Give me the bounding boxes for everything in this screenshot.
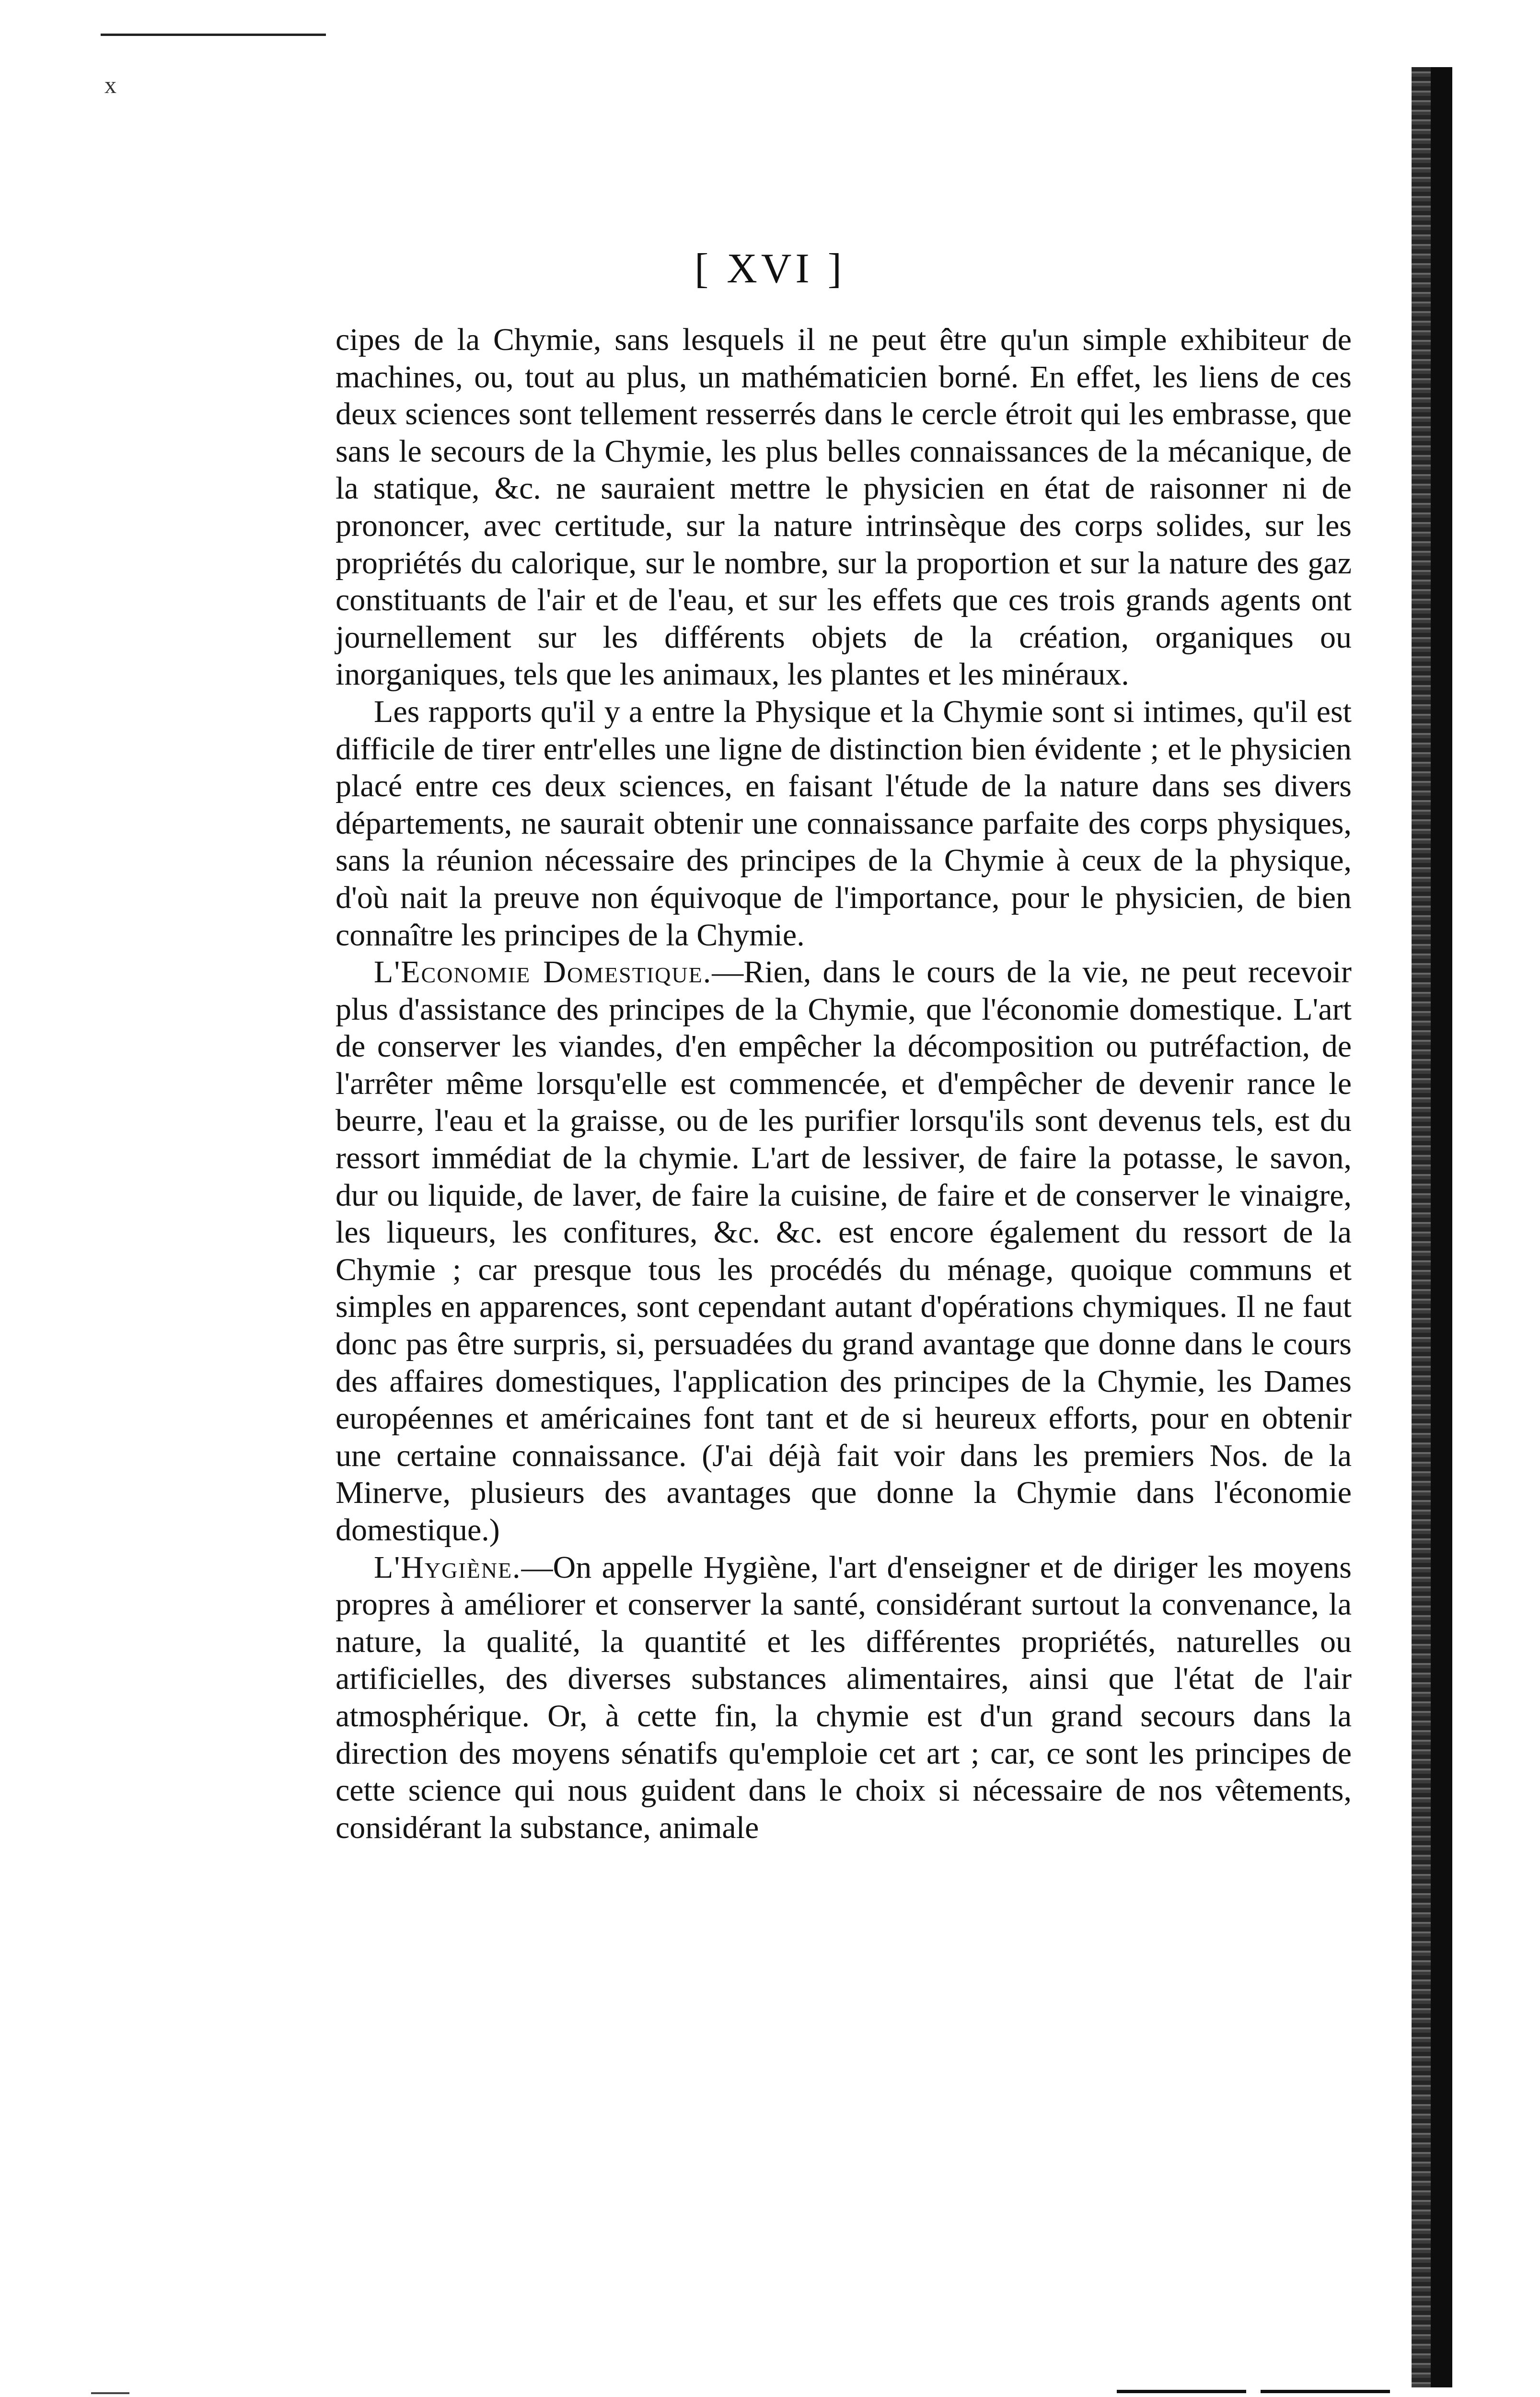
body-text <box>336 321 1352 1846</box>
bottom-rule-2 <box>1261 2390 1390 2393</box>
bottom-mark-left <box>91 2392 129 2394</box>
paragraph-economie-text: —Rien, dans le cours de la vie, ne peut recevoir plus d'assistance des principes de la Chymie, que l'économie domestique. L'art de conserver les viandes, d'en empêcher la décomposition ou putréfaction, de l'arrêter même lorsqu'elle est commencée, et d'empêcher de devenir rance le beurre, l'eau et la graisse, ou de les purifier lorsqu'ils sont devenus tels, est du ressort immédiat de la chymie. L'art de lessiver, de faire la potasse, le savon, dur ou liquide, de laver, de faire la cuisine, de faire et de conserver le vinaigre, les liqueurs, les confitures, &c. &c. est encore également du ressort de la Chymie ; car presque tous les procédés du ménage, quoique communs et simples en apparences, sont cependant autant d'opérations chymiques. Il ne faut donc pas être surpris, si, persuadées du grand avantage que donne dans le cours des affaires domestiques, l'application des principes de la Chymie, les Dames européennes et américaines font tant et de si heureux efforts, pour en obtenir une certaine connaissance. (J'ai déjà fait voir dans les premiers Nos. de la Minerve, plusieurs des avantages que donne la Chymie dans l'économie domestique.) <box>336 954 1352 1548</box>
page-number-header: [ XVI ] <box>694 245 845 292</box>
corner-mark: x <box>104 71 116 98</box>
section-heading-hygiene: L'Hygiène. <box>374 1549 521 1585</box>
top-rule <box>101 34 326 36</box>
section-heading-economie: L'Economie Domestique. <box>374 954 712 990</box>
paragraph-economie-domestique <box>336 954 1352 1549</box>
page-edge-dark <box>1431 67 1452 2387</box>
paragraph-physique-chymie: Les rapports qu'il y a entre la Physique et la Chymie sont si intimes, qu'il est difficile de tirer entr'elles une ligne de distinction bien évidente ; et le physicien placé entre ces deux sciences, en faisant l'étude de la nature dans ses divers départements, ne saurait obtenir une connaissance parfaite des corps physiques, sans la réunion nécessaire des principes de la Chymie à ceux de la physique, d'où nait la preuve non équivoque de l'importance, pour le physicien, de bien connaître les principes de la Chymie. <box>336 694 1352 953</box>
bottom-rule-1 <box>1117 2390 1246 2393</box>
paragraph-hygiene-text: —On appelle Hygiène, l'art d'enseigner et de diriger les moyens propres à améliorer et conserver la santé, considérant surtout la convenance, la nature, la qualité, la quantité et les différentes propriétés, naturelles ou artificielles, des diverses substances alimentaires, ainsi que l'état de l'air atmosphérique. Or, à cette fin, la chymie est d'un grand secours dans la direction des moyens sénatifs qu'emploie cet art ; car, ce sont les principes de cette science qui nous guident dans le choix si nécessaire de nos vêtements, considérant la substance, animale <box>336 1549 1352 1845</box>
paragraph-hygiene <box>336 1549 1352 1847</box>
paragraph-physique-intro: cipes de la Chymie, sans lesquels il ne peut être qu'un simple exhibiteur de machines, ou, tout au plus, un mathématicien borné. En effet, les liens de ces deux sciences sont tellement resserrés dans le cercle étroit qui les embrasse, que sans le secours de la Chymie, les plus belles connaissances de la mécanique, de la statique, &c. ne sauraient mettre le physicien en état de raisonner ni de prononcer, avec certitude, sur la nature intrinsèque des corps solides, sur les propriétés du calorique, sur le nombre, sur la proportion et sur la nature des gaz constituants de l'air et de l'eau, et sur les effets que ces trois grands agents ont journellement sur les différents objets de la création, organiques ou inorganiques, tels que les animaux, les plantes et les minéraux. <box>336 322 1352 692</box>
